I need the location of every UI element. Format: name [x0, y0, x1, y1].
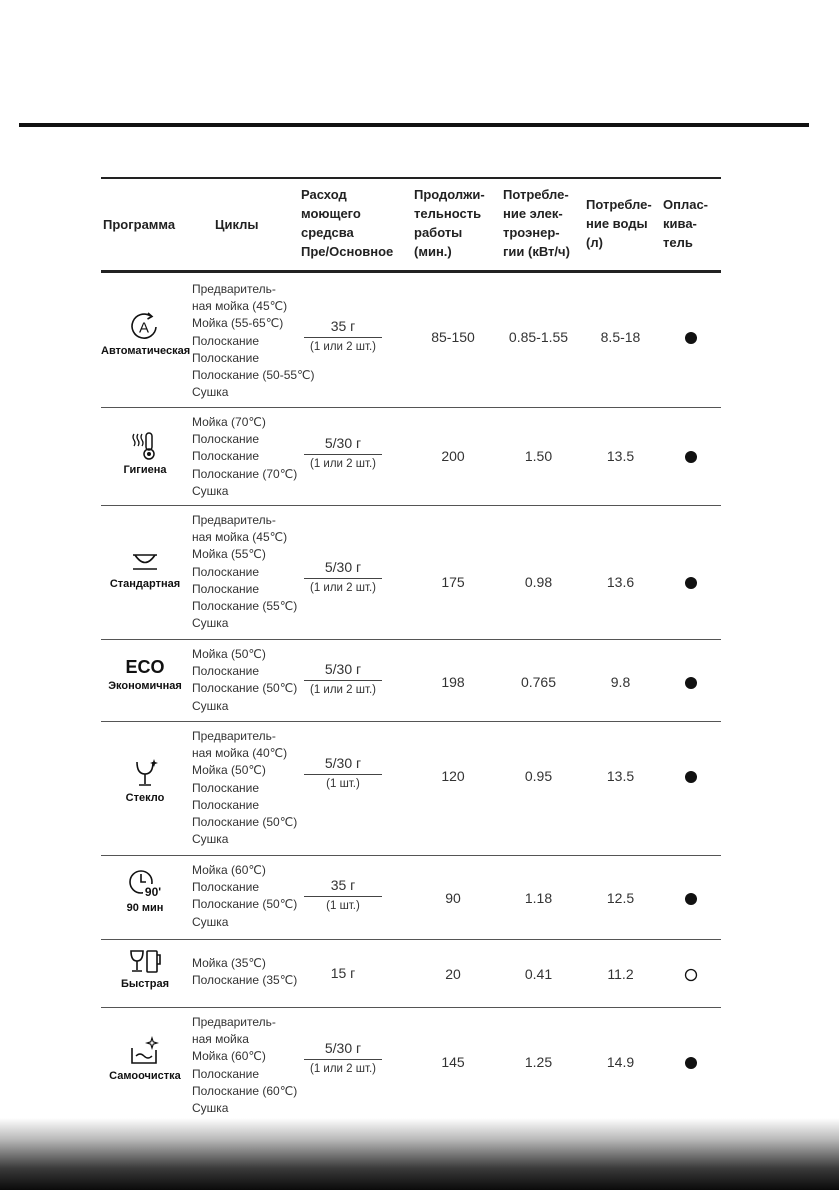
timer-90-label: 90' — [144, 885, 162, 899]
detergent-amount: 35 г — [304, 318, 382, 338]
detergent-amount: 5/30 г — [304, 755, 382, 775]
self-clean-icon — [128, 1036, 162, 1068]
top-rule — [19, 123, 809, 127]
detergent-cell — [304, 559, 382, 594]
detergent-quantity: (1 или 2 шт.) — [309, 582, 376, 594]
header-energy: Потребле- ние элек- троэнер- гии (кВт/ч) — [503, 187, 570, 259]
cycles-list: Предваритель- ная мойка (40℃) Мойка (50℃) Полоскание Полоскание Полоскание (50℃) Сушка — [192, 729, 298, 847]
program-cell — [101, 548, 189, 590]
energy-value: 0.765 — [520, 674, 557, 690]
table-row — [101, 722, 721, 856]
detergent-amount: 5/30 г — [304, 435, 382, 455]
glass-icon — [128, 758, 162, 790]
water-value: 13.5 — [606, 448, 635, 464]
hygiene-icon — [128, 430, 162, 462]
program-cell — [101, 758, 189, 804]
detergent-quantity: (1 шт.) — [326, 778, 360, 790]
detergent-quantity: (1 или 2 шт.) — [309, 1063, 376, 1075]
program-cell — [101, 868, 189, 914]
water-value: 8.5-18 — [600, 329, 641, 345]
energy-value: 1.18 — [524, 890, 553, 906]
detergent-amount: 15 г — [330, 965, 356, 981]
table-row — [101, 1008, 721, 1124]
detergent-quantity: (1 шт.) — [326, 900, 360, 912]
header-water: Потребле- ние воды (л) — [586, 197, 652, 250]
detergent-quantity: (1 или 2 шт.) — [309, 684, 376, 696]
detergent-amount: 5/30 г — [304, 661, 382, 681]
table-row — [101, 640, 721, 722]
timer-90-icon — [127, 868, 163, 900]
detergent-cell — [304, 661, 382, 696]
cycles-list: Предваритель- ная мойка Мойка (60℃) Полоскание Полоскание (60℃) Сушка — [192, 1015, 298, 1116]
detergent-cell — [304, 877, 382, 912]
detergent-quantity: (1 или 2 шт.) — [309, 341, 376, 353]
duration-value: 90 — [445, 890, 461, 906]
program-name: Самоочистка — [109, 1070, 181, 1082]
energy-value: 0.85-1.55 — [508, 329, 569, 345]
water-value: 13.5 — [606, 768, 635, 784]
duration-value: 200 — [441, 448, 465, 464]
program-cell — [101, 311, 189, 357]
rinse-aid-filled-dot — [684, 770, 698, 784]
duration-value: 145 — [441, 1054, 465, 1070]
rinse-aid-filled-dot — [684, 331, 698, 345]
program-name: Гигиена — [123, 464, 167, 476]
duration-value: 175 — [441, 574, 465, 590]
program-cell — [101, 1036, 189, 1082]
bottom-shadow — [0, 1118, 839, 1190]
program-cell — [101, 948, 189, 990]
cycles-list: Мойка (35℃) Полоскание (35℃) — [192, 956, 298, 988]
header-rinse-aid: Оплас- кива- тель — [663, 197, 709, 250]
programs-table — [101, 177, 721, 1124]
duration-value: 120 — [441, 768, 465, 784]
energy-value: 0.41 — [524, 966, 553, 982]
quick-icon — [126, 948, 164, 976]
program-name: Стандартная — [109, 578, 181, 590]
header-detergent: Расход моющего средсва Пре/Основное — [301, 187, 394, 259]
program-cell — [101, 430, 189, 476]
detergent-cell — [304, 965, 382, 984]
cycles-list: Мойка (60℃) Полоскание Полоскание (50℃) Сушка — [192, 863, 298, 929]
detergent-cell — [304, 1040, 382, 1075]
detergent-amount: 5/30 г — [304, 559, 382, 579]
table-row — [101, 408, 721, 506]
auto-icon — [128, 311, 162, 343]
detergent-cell — [304, 755, 382, 790]
detergent-cell — [304, 435, 382, 470]
table-row — [101, 506, 721, 640]
eco-icon: ECO — [125, 657, 165, 677]
rinse-aid-filled-dot — [684, 892, 698, 906]
program-name: Автоматическая — [101, 345, 191, 357]
program-name: Стекло — [125, 792, 165, 804]
cycles-list: Предваритель- ная мойка (45℃) Мойка (55-65℃) Полоскание Полоскание Полоскание (50-55℃) Сушка — [192, 282, 315, 400]
detergent-amount: 5/30 г — [304, 1040, 382, 1060]
table-row — [101, 856, 721, 940]
water-value: 11.2 — [607, 966, 634, 982]
detergent-amount: 35 г — [304, 877, 382, 897]
table-header — [101, 177, 721, 273]
rinse-aid-filled-dot — [684, 450, 698, 464]
rinse-aid-filled-dot — [684, 676, 698, 690]
svg-text:A: A — [138, 319, 150, 337]
cycles-list: Предваритель- ная мойка (45℃) Мойка (55℃) Полоскание Полоскание Полоскание (55℃) Сушка — [192, 513, 298, 631]
header-program: Программа — [103, 217, 176, 232]
energy-value: 0.98 — [524, 574, 553, 590]
energy-value: 1.50 — [524, 448, 553, 464]
detergent-cell — [304, 318, 382, 353]
standard-icon — [128, 548, 162, 576]
water-value: 12.5 — [606, 890, 635, 906]
detergent-quantity: (1 или 2 шт.) — [309, 458, 376, 470]
energy-value: 1.25 — [524, 1054, 553, 1070]
program-name: Экономичная — [108, 680, 182, 692]
header-duration: Продолжи- тельность работы (мин.) — [414, 187, 485, 259]
rinse-aid-filled-dot — [684, 576, 698, 590]
program-name: 90 мин — [126, 902, 164, 914]
table-row — [101, 940, 721, 1008]
energy-value: 0.95 — [524, 768, 553, 784]
water-value: 9.8 — [610, 674, 631, 690]
table-row — [101, 273, 721, 408]
duration-value: 20 — [445, 966, 461, 982]
cycles-list: Мойка (50℃) Полоскание Полоскание (50℃) Сушка — [192, 647, 298, 713]
program-name: Быстрая — [120, 978, 170, 990]
program-cell — [101, 656, 189, 692]
water-value: 14.9 — [606, 1054, 635, 1070]
duration-value: 198 — [441, 674, 465, 690]
cycles-list: Мойка (70℃) Полоскание Полоскание Полоскание (70℃) Сушка — [192, 415, 298, 498]
duration-value: 85-150 — [431, 329, 475, 345]
rinse-aid-filled-dot — [684, 1056, 698, 1070]
water-value: 13.6 — [606, 574, 635, 590]
header-cycles: Циклы — [215, 217, 259, 232]
rinse-aid-empty-dot — [684, 968, 698, 982]
